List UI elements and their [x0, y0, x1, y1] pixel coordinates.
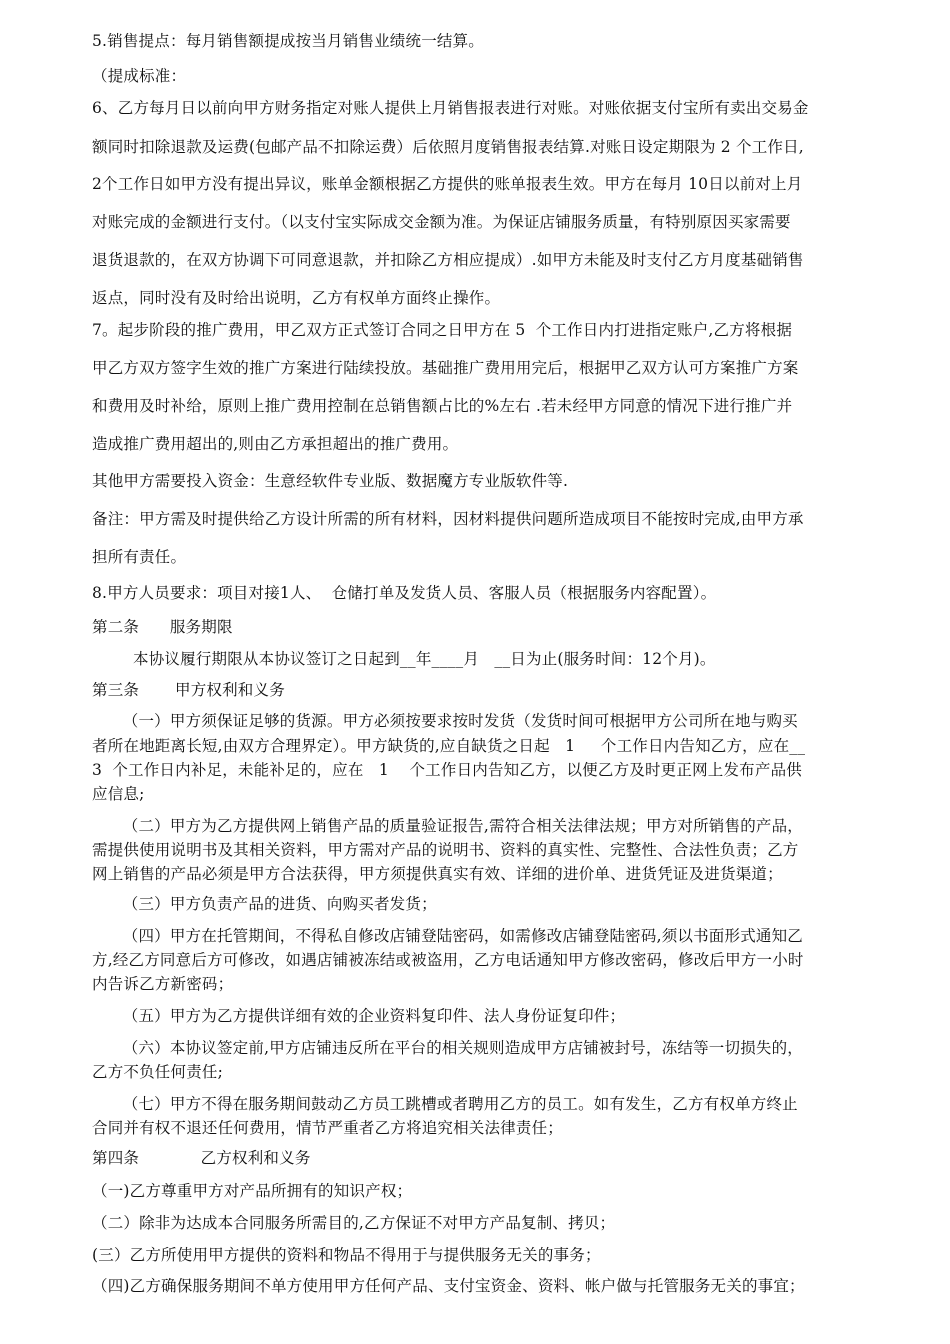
document-line: 5.销售提点：每月销售额提成按当月销售业绩统一结算。 [92, 32, 484, 50]
document-line: 第四条 乙方权利和义务 [92, 1149, 311, 1167]
document-line: 退货退款的，在双方协调下可同意退款，并扣除乙方相应提成）.如甲方未能及时支付乙方月度基础销售 [92, 251, 804, 269]
document-line: 担所有责任。 [92, 548, 187, 566]
document-line: 6、乙方每月日以前向甲方财务指定对账人提供上月销售报表进行对账。对账依据支付宝所有卖出交易金 [92, 99, 809, 117]
document-line: （三）甲方负责产品的进货、向购买者发货； [92, 895, 437, 913]
document-line: （六）本协议签定前,甲方店铺违反所在平台的相关规则造成甲方店铺被封号，冻结等一切损失的， [92, 1039, 803, 1057]
document-line: 额同时扣除退款及运费(包邮产品不扣除运费）后依照月度销售报表结算.对账日设定期限为 2 个工作日, [92, 138, 804, 156]
document-line: 方,经乙方同意后方可修改，如遇店铺被冻结或被盗用，乙方电话通知甲方修改密码，修改后甲方一小时 [92, 951, 804, 969]
document-line: （一)乙方尊重甲方对产品所拥有的知识产权； [92, 1182, 413, 1200]
document-line: 返点，同时没有及时给出说明，乙方有权单方面终止操作。 [92, 289, 501, 307]
document-line: （五）甲方为乙方提供详细有效的企业资料复印件、法人身份证复印件； [92, 1007, 626, 1025]
document-line: （四）甲方在托管期间，不得私自修改店铺登陆密码，如需修改店铺登陆密码,须以书面形式通知乙 [92, 927, 803, 945]
document-line: 其他甲方需要投入资金：生意经软件专业版、数据魔方专业版软件等. [92, 472, 569, 490]
document-line: （一）甲方须保证足够的货源。甲方必须按要求按时发货（发货时间可根据甲方公司所在地与购买 [92, 712, 798, 730]
document-line: 内告诉乙方新密码； [92, 975, 234, 993]
document-line: 造成推广费用超出的,则由乙方承担超出的推广费用。 [92, 435, 459, 453]
document-line: 备注：甲方需及时提供给乙方设计所需的所有材料，因材料提供问题所造成项目不能按时完成,由甲方承 [92, 510, 804, 528]
document-line: （提成标准： [92, 67, 187, 85]
document-line: 第三条 甲方权利和义务 [92, 681, 285, 699]
document-line: 网上销售的产品必须是甲方合法获得，甲方须提供真实有效、详细的进价单、进货凭证及进货渠道； [92, 865, 783, 883]
document-line: （二）除非为达成本合同服务所需目的,乙方保证不对甲方产品复制、拷贝； [92, 1214, 616, 1232]
document-line: 本协议履行期限从本协议签订之日起到__年____月 __日为止(服务时间：12个月)。 [92, 650, 716, 668]
document-line: 第二条 服务期限 [92, 618, 233, 636]
document-line: 2个工作日如甲方没有提出异议，账单金额根据乙方提供的账单报表生效。甲方在每月 10日以前对上月 [92, 175, 803, 193]
document-line: 合同并有权不退还任何费用，情节严重者乙方将追究相关法律责任； [92, 1119, 564, 1137]
document-line: 甲乙方双方签字生效的推广方案进行陆续投放。基础推广费用用完后，根据甲乙双方认可方案推广方案 [92, 359, 799, 377]
document-line: （七）甲方不得在服务期间鼓动乙方员工跳槽或者聘用乙方的员工。如有发生，乙方有权单方终止 [92, 1095, 798, 1113]
document-line: 者所在地距离长短,由双方合理界定）。甲方缺货的,应自缺货之日起 1 个工作日内告知乙方，应在__ [92, 737, 806, 755]
document-line: （二）甲方为乙方提供网上销售产品的质量验证报告,需符合相关法律法规；甲方对所销售的产品， [92, 817, 803, 835]
document-line: （四)乙方确保服务期间不单方使用甲方任何产品、支付宝资金、资料、帐户做与托管服务无关的事宜； [92, 1277, 805, 1295]
document-line: 3 个工作日内补足，未能补足的，应在 1 个工作日内告知乙方，以便乙方及时更正网上发布产品供 [92, 761, 802, 779]
document-line: 应信息; [92, 785, 145, 803]
document-line: 需提供使用说明书及其相关资料，甲方需对产品的说明书、资料的真实性、完整性、合法性负责；乙方 [92, 841, 799, 859]
document-line: 8.甲方人员要求：项目对接1人、 仓储打单及发货人员、客服人员（根据服务内容配置）。 [92, 584, 717, 602]
document-line: 和费用及时补给，原则上推广费用控制在总销售额占比的%左右 .若未经甲方同意的情况下进行推广并 [92, 397, 793, 415]
document-line: 7。起步阶段的推广费用，甲乙双方正式签订合同之日甲方在 5 个工作日内打进指定账户,乙方将根据 [92, 321, 793, 339]
document-line: 对账完成的金额进行支付。（以支付宝实际成交金额为准。为保证店铺服务质量，有特别原因买家需要 [92, 213, 791, 231]
document-line: (三）乙方所使用甲方提供的资料和物品不得用于与提供服务无关的事务； [92, 1246, 601, 1264]
document-line: 乙方不负任何责任; [92, 1063, 224, 1081]
